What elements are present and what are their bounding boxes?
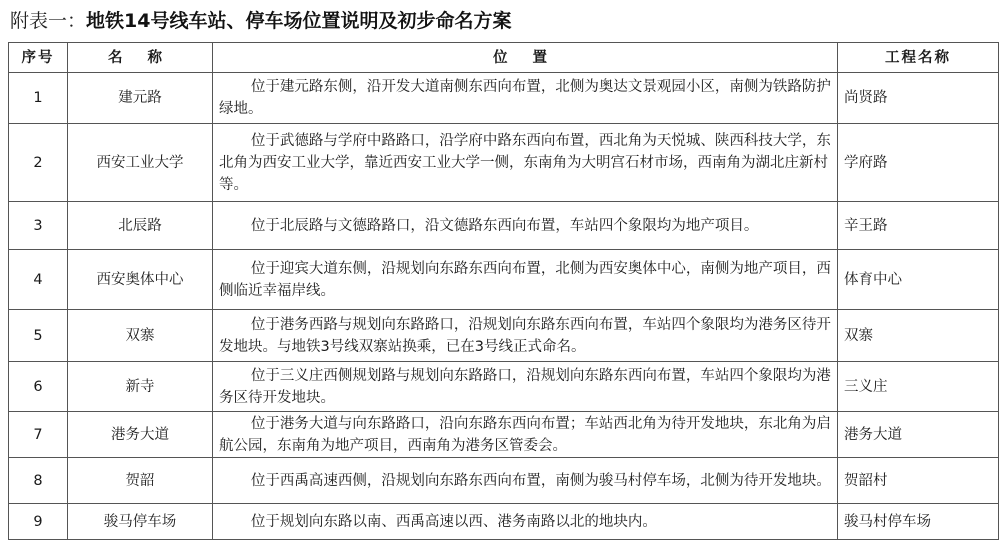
- cell-project-name: 学府路: [838, 124, 999, 202]
- cell-project-name: 三义庄: [838, 362, 999, 412]
- cell-name: 双寨: [68, 310, 213, 362]
- table-row: [9, 504, 999, 540]
- cell-location: 位于北辰路与文德路路口，沿文德路东西向布置，车站四个象限均为地产项目。: [213, 202, 838, 250]
- cell-name: 建元路: [68, 73, 213, 124]
- header-project-name: 工程名称: [838, 43, 999, 73]
- cell-no: 6: [9, 362, 68, 412]
- title-main: 地铁14号线车站、停车场位置说明及初步命名方案: [86, 10, 512, 32]
- cell-no: 8: [9, 458, 68, 504]
- table-row: [9, 412, 999, 458]
- cell-location: 位于西禹高速西侧，沿规划向东路东西向布置，南侧为骏马村停车场，北侧为待开发地块。: [213, 458, 838, 504]
- table-row: [9, 73, 999, 124]
- cell-no: 3: [9, 202, 68, 250]
- cell-no: 5: [9, 310, 68, 362]
- cell-project-name: 贺韶村: [838, 458, 999, 504]
- cell-project-name: 尚贤路: [838, 73, 999, 124]
- cell-name: 新寺: [68, 362, 213, 412]
- table-row: [9, 124, 999, 202]
- cell-name: 贺韶: [68, 458, 213, 504]
- cell-name: 港务大道: [68, 412, 213, 458]
- table-row: [9, 202, 999, 250]
- cell-location: 位于三义庄西侧规划路与规划向东路路口，沿规划向东路东西向布置，车站四个象限均为港务区待开发地块。: [213, 362, 838, 412]
- header-name: 名 称: [68, 43, 213, 73]
- title-prefix: 附表一：: [10, 10, 87, 32]
- cell-no: 7: [9, 412, 68, 458]
- cell-project-name: 体育中心: [838, 250, 999, 310]
- cell-location: 位于规划向东路以南、西禹高速以西、港务南路以北的地块内。: [213, 504, 838, 540]
- cell-location: 位于港务大道与向东路路口，沿向东路东西向布置；车站西北角为待开发地块，东北角为启航公园，东南角为地产项目，西南角为港务区管委会。: [213, 412, 838, 458]
- cell-project-name: 港务大道: [838, 412, 999, 458]
- cell-no: 1: [9, 73, 68, 124]
- document-title: [10, 6, 511, 36]
- cell-project-name: 双寨: [838, 310, 999, 362]
- table-row: [9, 362, 999, 412]
- cell-no: 9: [9, 504, 68, 540]
- cell-location: 位于建元路东侧，沿开发大道南侧东西向布置，北侧为奥达文景观园小区，南侧为铁路防护绿地。: [213, 73, 838, 124]
- cell-location: 位于武德路与学府中路路口，沿学府中路东西向布置，西北角为天悦城、陕西科技大学，东北角为西安工业大学，靠近西安工业大学一侧，东南角为大明宫石材市场，西南角为湖北庄新村等。: [213, 124, 838, 202]
- cell-location: 位于迎宾大道东侧，沿规划向东路东西向布置，北侧为西安奥体中心，南侧为地产项目，西侧临近幸福岸线。: [213, 250, 838, 310]
- cell-location: 位于港务西路与规划向东路路口，沿规划向东路东西向布置，车站四个象限均为港务区待开发地块。与地铁3号线双寨站换乘，已在3号线正式命名。: [213, 310, 838, 362]
- table-row: [9, 458, 999, 504]
- table-row: [9, 250, 999, 310]
- header-no: 序号: [9, 43, 68, 73]
- cell-project-name: 骏马村停车场: [838, 504, 999, 540]
- cell-no: 2: [9, 124, 68, 202]
- cell-project-name: 辛王路: [838, 202, 999, 250]
- header-location: 位 置: [213, 43, 838, 73]
- cell-name: 骏马停车场: [68, 504, 213, 540]
- cell-no: 4: [9, 250, 68, 310]
- station-table: [8, 42, 999, 540]
- table-row: [9, 310, 999, 362]
- cell-name: 北辰路: [68, 202, 213, 250]
- table-header-row: [9, 43, 999, 73]
- cell-name: 西安奥体中心: [68, 250, 213, 310]
- cell-name: 西安工业大学: [68, 124, 213, 202]
